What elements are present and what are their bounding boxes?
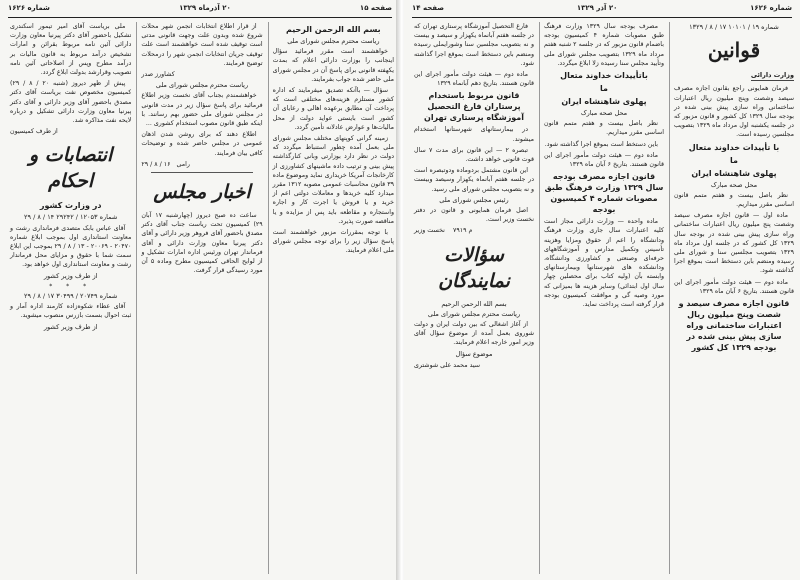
basmala: بسم الله الرحمن الرحیم	[285, 25, 381, 34]
reference-number: شماره ۱۹ / ۱۰۱۰۱ ۱۷ / ۸ / ۱۳۲۹	[689, 23, 779, 31]
address-line: ریاست محترم مجلس شورای ملی	[155, 81, 249, 90]
column-appointments	[6, 22, 131, 574]
paragraph: پیش از ظهر دیروز (شنبه ۲۰ / ۸ / ۲۹) کمیسیون مخصوص نفت بریاست آقای دکتر مصدق باحضور آقای وزیر دارائی و آقای دکتر پیرنیا معاون وزارت دارائی تشکیل و درباره لایحه نفت مذاکره شد.	[10, 80, 132, 125]
paragraph: خواهشمندم بجناب آقای نخست وزیر اطلاع فرمائید برای پاسخ سؤال زیر در مدت قانونی در مجلس شورای ملی حضور بهم رسانند. با اینکه طبق قانون مصوب استخدام کشوری ...	[141, 92, 263, 128]
paragraph: در بیمارستانهای شهرستانها استخدام میشوند.	[414, 126, 534, 143]
paragraph: اصل فرمان همایونی و قانون در دفتر نخست وزیر است.	[414, 207, 534, 224]
section-title-questions: سؤالات نمایندگان	[438, 243, 510, 292]
paragraph: ماده دوم — هیئت دولت مأمور اجرای این قانون هستند. بتاریخ ۶ آبان ماه ۱۳۲۹	[544, 151, 664, 169]
paragraph: آقای عطاء شکوه‌زاده کارمند اداره آمار و ثبت احوال بسمت بازرس منصوب میشوید.	[10, 303, 132, 320]
paragraph: زمینه گرانی کوپنهای مختلف مجلس شورای ملی بعمل آمده چطور استنباط میگردد که دولت در نظر دارد بوزارتی وبانی کنارگذاشته پیش بینی و ترتیب داده ماشینهای کشاورزی از کارخانجات آمریکا خریداری نماید وموضوع ماده ۳۹ قانون محاسبات عمومی مصوبه ۱۳۱۲ مقرر میدارد کلیه خریدها و معاملات دولتی اعم از خرید و یا فروش یا اجرت کار و اجاره واستجاره و مقاطعه باید پس از مزایده و یا مناقصه صورت پذیرد.	[272, 135, 394, 225]
signature: کشاورز صدر	[141, 71, 175, 79]
heading: ما	[600, 84, 608, 94]
signature: رامی	[176, 160, 190, 168]
separator-stars: * * *	[49, 282, 93, 290]
paragraph: ماده دوم — هیئت دولت مأمور اجرای این قانون هستند. بتاریخ ۶ آبان ماه ۱۳۲۹	[674, 278, 794, 295]
reference-number: م ۷۹۱۹	[452, 227, 473, 235]
column-laws	[669, 22, 794, 574]
address-line: ریاست محترم مجلس شورای ملی	[427, 309, 521, 318]
paragraph: این قانون مشتمل بردوماده ودوتبصره است در جلسه هفتم آبانماه یکهزار وسیصد وبیست و نه بتصویب مجلس شورای ملی رسید.	[414, 167, 534, 193]
signature: از طرف کمیسیون	[10, 128, 58, 136]
signature: رئیس مجلس شورای ملی	[439, 195, 509, 204]
page-number: صفحه ۱۴	[412, 4, 445, 12]
paragraph: تبصره ۲ — این قانون برای مدت ۷ سال قوت قانونی خواهد داشت.	[414, 146, 534, 164]
paragraph: مصرف بودجه سال ۱۳۲۹ وزارت فرهنگ طبق مصوبات شماره ۴ کمیسیون بودجه باضمام قانون مزبور که در جلسه ۲ شنبه هفتم مرداد ماه ۱۳۲۹ بتصویب مجلس شورای ملی وتأیید مجلس سنا رسیده زلا ابلاغ میگردد.	[544, 23, 664, 67]
right-page	[404, 0, 800, 580]
signature: از طرف وزیر کشور	[43, 322, 98, 331]
reference-number: شماره ۱۲۰۵۳ / ۲۹۲۴۲ ۱۴ / ۸ / ۲۹	[24, 213, 118, 222]
signature: از طرف وزیر کشور	[43, 271, 98, 280]
law-title: قانون مربوط باستخدام پرستاران فارغ التحصیل آموزشگاه پرستاری تهران	[423, 91, 525, 123]
heading: ما	[730, 155, 738, 165]
paragraph: باین دستخط است بموقع اجرا گذاشته شود.	[544, 140, 658, 148]
section-logo-laws: قوانین	[707, 38, 761, 63]
paragraph: با توجه بمقررات مزبور خواهشمند است پاسخ سؤال زیر را برای توجه مجلس شورای ملی اعلام فرمایند.	[272, 229, 394, 255]
issue-date: ۲۰ آذرماه ۱۳۲۹	[179, 4, 231, 12]
heading: موضوع سؤال	[455, 349, 493, 358]
date: ۱۶ / ۸ / ۲۹	[141, 160, 171, 168]
paragraph: فارغ التحصیل آموزشگاه پرستاری تهران که در جلسه هفتم آبانماه یکهزار و سیصد و بیست و نه بتصویب مجلسین سنا وشورایملی رسیده ومنضم باین دستخط است بموقع اجرا گذاشته شود.	[414, 23, 534, 67]
page-header	[8, 4, 392, 18]
page-header	[412, 4, 792, 18]
paragraph: فرمان همایونی راجع بقانون اجازه مصرف سیصد وشصت وپنج میلیون ریال اعتبارات ساختمانی وراه سازی پیش بینی شده در بودجه سال ۱۳۲۹ کل کشور و قانون مزبور که در جلسه یکشنبه اول مرداد ماه ۱۳۲۹ بتصویب مجلسین رسیده است.	[674, 85, 794, 139]
paragraph: ماده دوم — هیئت دولت مأمور اجرای این قانون هستند. بتاریخ دهم آبانماه ۱۳۲۹	[414, 71, 534, 88]
heading: پهلوی شاهنشاه ایران	[561, 97, 647, 107]
paragraph: ساعت ده صبح دیروز (چهارشنبه ۱۷ آبان ۲۹) کمیسیون تحت ریاست جناب آقای دکتر مصدق باحضور آقای فروهر وزیر دارائی و آقای دکتر پیرنیا معاون وزارت دارائی و آقای فرماندار تهران ورئیس اداره امارات تشکیل و از لوایح الحاقی کمیسیون مطرح وماده ۵ آن مورد رسیدگی قرار گرفت.	[141, 212, 263, 275]
law-title: قانون اجازه مصرف بودجه سال ۱۳۲۹ وزارت فرهنگ طبق مصوبات شماره ۴ کمیسیون بودجه	[544, 172, 664, 215]
issue-date: ۲۰ آذر ۱۳۲۹	[576, 4, 618, 12]
blessing-heading: با تأییدات خداوند متعال	[688, 142, 780, 152]
issue-number: شماره ۱۶۲۶	[8, 4, 50, 12]
paragraph: ماده اول — قانون اجازه مصرف سیصد وشصت پنج میلیون ریال اعتبارات ساختمانی وراه سازی پیش بینی شده در بودجه سال ۱۳۲۹ کل کشور که در جلسه اول مرداد ماه ۱۳۲۹ بتصویب مجلسین سنا و شورای ملی رسیده ومنضم باین دستخط است بموقع اجرا گذاشته شود.	[674, 212, 794, 275]
basmala: بسم الله الرحمن الرحیم	[441, 299, 507, 308]
blessing-heading: باتأییدات خداوند متعال	[560, 71, 648, 81]
divider	[151, 172, 252, 173]
reference-number: شماره ۲۰۷۴۹ / ۳۰۴۹۹ ۱۷ / ۸ / ۲۹	[24, 292, 118, 301]
heading: پهلوی شاهنشاه ایران	[691, 168, 777, 178]
seal-note: محل صحه مبارک	[710, 180, 758, 189]
page-number: صفحه ۱۵	[359, 4, 392, 12]
issue-number: شماره ۱۶۲۶	[750, 4, 792, 12]
column-laws-2	[539, 22, 664, 574]
paragraph: از قرار اطلاع انتخابات انجمن شهر محلات شروع شده وبدون علت وجهت قانونی مدتی است توقیف شده است خواهشمند است علت توقیف جریان انتخابات انجمن شهر را درمحلات توضیح فرمایند.	[141, 23, 263, 67]
paragraph: نظر باصل بیست و هفتم متمم قانون اساسی مقرر میداریم.	[674, 191, 794, 209]
paragraph: خواهشمند است مقرر فرمائید سؤال اینجانب را بوزارت دارائی اعلام که بمدت یکهفته قانونی برای پاسخ آن در مجلس شورای ملی حاضر شده جواب بفرمایند.	[272, 48, 394, 83]
section-title-appointments: انتصابات و احکام	[29, 144, 113, 193]
signature: نخست وزیر	[414, 227, 445, 235]
paragraph: ماده واحده — وزارت دارائی مجاز است کلیه اعتبارات سال جاری وزارت فرهنگ ودانشگاه را اعم از حقوق ومزایا وهزینه تأسیس وتکمیل مدارس و آموزشگاههای حرفه‌ای وصنعتی و کشاورزی ودانشگاه، ودانشکده های شهرستانها وبیمارستانهای وابسته بآن (ولیه کتاب برای محصلین چهار سال اول ابتدائی) وسایر هزینه ها بمیزانی که مورد وصیه گی و موافقت کمیسیون بودجه قرار گرفته است پرداخت نماید.	[544, 218, 664, 309]
signature: سید محمد علی شوشتری	[414, 361, 481, 369]
column-parliament-news	[136, 22, 262, 574]
column-questions	[268, 22, 394, 574]
paragraph: آقای عباس بابک متصدی فرمانداری رشت و معاونت استانداری اول بموجب ابلاغ شماره ۲۰۴۷۰ - ۲۰۰۶۹ - ۱۳ / ۸ / ۲۹ بموجب این ابلاغ سمت شما با حقوق و مزایای محل فرماندار رشت و معاونت استانداری اول خواهد بود.	[10, 224, 132, 269]
column-laws-3	[410, 22, 534, 574]
address-line: ریاست محترم مجلس شورای ملی	[287, 37, 380, 45]
seal-note: محل صحه مبارک	[580, 109, 628, 118]
section-title-parliament-news: اخبار مجلس	[153, 181, 251, 204]
ministry-heading: وزارت دارائی	[751, 71, 794, 81]
paragraph: نظر باصل بیست و هفتم متمم قانون اساسی مقرر میداریم.	[544, 120, 664, 137]
ministry-heading: در وزارت کشور	[39, 201, 102, 211]
paragraph: سؤال — باآنکه تصدیق میفرمایند که اداره کشور مستلزم هزینه‌های مختلفی است که پرداخت آن مطابق برعهده اهالی و رعایای آن کشور است بایستی عواید دولت از محل مالیات‌ها و عوارض عادلانه تأمین گردد.	[272, 87, 394, 131]
paragraph: اطلاع دهند که برای روشن شدن اذهان عمومی در مجلس حاضر شده و توضیحات کافی بیان فرمایند.	[141, 131, 263, 157]
paragraph: ملی بریاست آقای امیر تیمور اسکندری تشکیل باحضور آقای دکتر پیرنیا معاون وزارت دارائی آئین نامه مربوط بقرائن و امارات تشخیص درآمد مربوط به قانون مالیات بر درآمد مطرح وپس از اصلاحاتی آئین نامه تصویب وقرارشد بدولت ابلاغ گردد.	[10, 23, 132, 77]
paragraph: از آغاز اشغالی که بین دولت ایران و دولت شوروی بعمل آمده از موضوع سؤال آقای وزیر امور خارجه اعلام فرمایند.	[414, 321, 534, 347]
law-title: قانون اجازه مصرف سیصد و شصت وپنج میلیون ریال اعتبارات ساختمانی وراه سازی پیش بینی شده در بودجه ۱۳۲۹ کل کشور	[678, 299, 790, 353]
